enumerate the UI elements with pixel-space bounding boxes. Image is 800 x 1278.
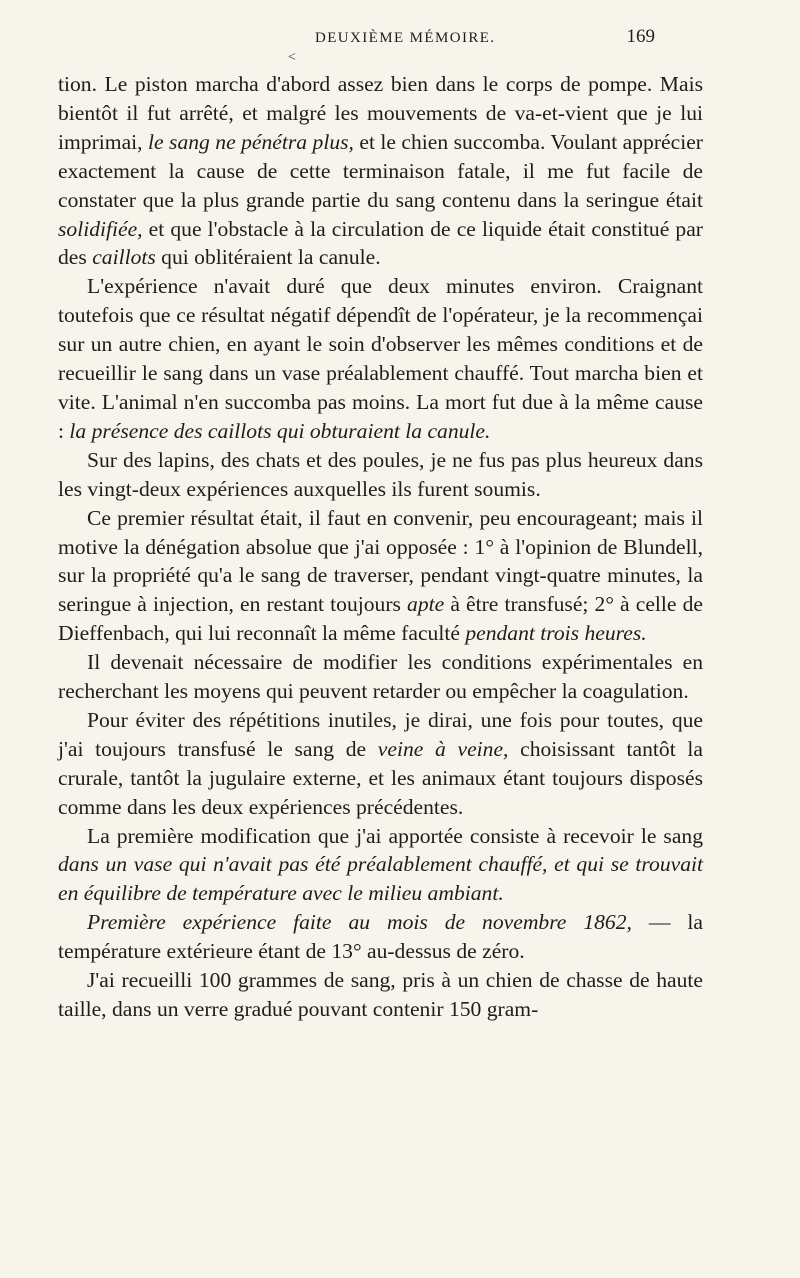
paragraph — [58, 966, 703, 1024]
italic-text: apte — [407, 592, 445, 617]
italic-text: pendant trois heures. — [465, 621, 647, 646]
text-run: La première modification que j'ai apportée consiste à recevoir le sang — [87, 823, 703, 848]
text-run: tion. Le piston marcha d'abord assez bien dans le corps de pompe. Mais bientôt il fut arrêté, et malgré les mouvements de va-et-vient que je lui imprimai, — [58, 72, 703, 154]
paragraph — [58, 272, 703, 445]
paragraph — [58, 70, 703, 272]
page-header — [250, 22, 680, 48]
text-run: J'ai recueilli 100 grammes de sang, pris à un chien de chasse de haute taille, dans un verre gradué pouvant contenir 150 gram- — [58, 968, 703, 1021]
printer-mark: < — [288, 50, 296, 65]
paragraph — [58, 822, 703, 909]
paragraph — [58, 648, 703, 706]
text-run: qui oblitéraient la canule. — [155, 245, 381, 270]
text-run: à être transfusé; 2° à celle de Dieffenbach, qui lui reconnaît la même faculté — [58, 592, 703, 646]
running-title: DEUXIÈME MÉMOIRE. — [315, 30, 496, 46]
text-run: — la température extérieure étant de 13° au-dessus de zéro. — [58, 910, 704, 964]
text-run: Il devenait nécessaire de modifier les conditions expérimentales en recherchant les moyens qui peuvent retarder ou empêcher la coagulation. — [58, 650, 703, 704]
italic-text: la présence des caillots qui obturaient la canule. — [69, 418, 491, 443]
text-run: choisissant tantôt la crurale, tantôt la jugulaire externe, et les animaux étant toujours disposés comme dans les deux expériences précédentes. — [58, 736, 703, 819]
italic-text: solidifiée, — [58, 216, 143, 241]
italic-text: caillots — [92, 245, 156, 270]
text-run: et que l'obstacle à la circulation de ce liquide était constitué par des — [58, 216, 703, 270]
text-run: Sur des lapins, des chats et des poules, je ne fus pas plus heureux dans les vingt-deux expériences auxquelles ils furent soumis. — [58, 447, 703, 501]
paragraph — [58, 706, 703, 822]
text-run: L'expérience n'avait duré que deux minutes environ. Craignant toutefois que ce résultat négatif dépendît de l'opérateur, je la recommençai sur un autre chien, en ayant le soin d'observer les mêmes conditions et de recueillir le sang dans un vase préalablement chauffé. Tout marcha bien et vite. L'animal n'en succomba pas moins. La mort fut due à la même cause : — [58, 274, 703, 443]
text-run: Ce premier résultat était, il faut en convenir, peu encourageant; mais il motive la dénégation absolue que j'ai opposée : 1° à l'opinion de Blundell, sur la propriété qu'a le sang de traverser, pendant vingt-quatre minutes, la seringue à injection, en restant toujours — [58, 505, 703, 617]
paragraph — [58, 446, 703, 504]
text-run: Pour éviter des répétitions inutiles, je dirai, une fois pour toutes, que j'ai toujours transfusé le sang de — [58, 707, 703, 761]
italic-text: dans un vase qui n'avait pas été préalablement chauffé, et qui se trouvait en équilibre de température avec le milieu ambiant. — [58, 852, 703, 906]
italic-text: Première expérience faite au mois de novembre 1862, — [87, 910, 632, 935]
body-text — [58, 70, 703, 1024]
paragraph — [58, 504, 703, 649]
italic-text: le sang ne pénétra plus, — [148, 129, 354, 154]
paragraph — [58, 908, 703, 966]
italic-text: veine à veine, — [377, 736, 509, 761]
page-number: 169 — [626, 26, 655, 47]
text-run: et le chien succomba. Voulant apprécier exactement la cause de cette terminaison fatale, il me fut facile de constater que la plus grande partie du sang contenu dans la seringue était — [58, 129, 703, 212]
